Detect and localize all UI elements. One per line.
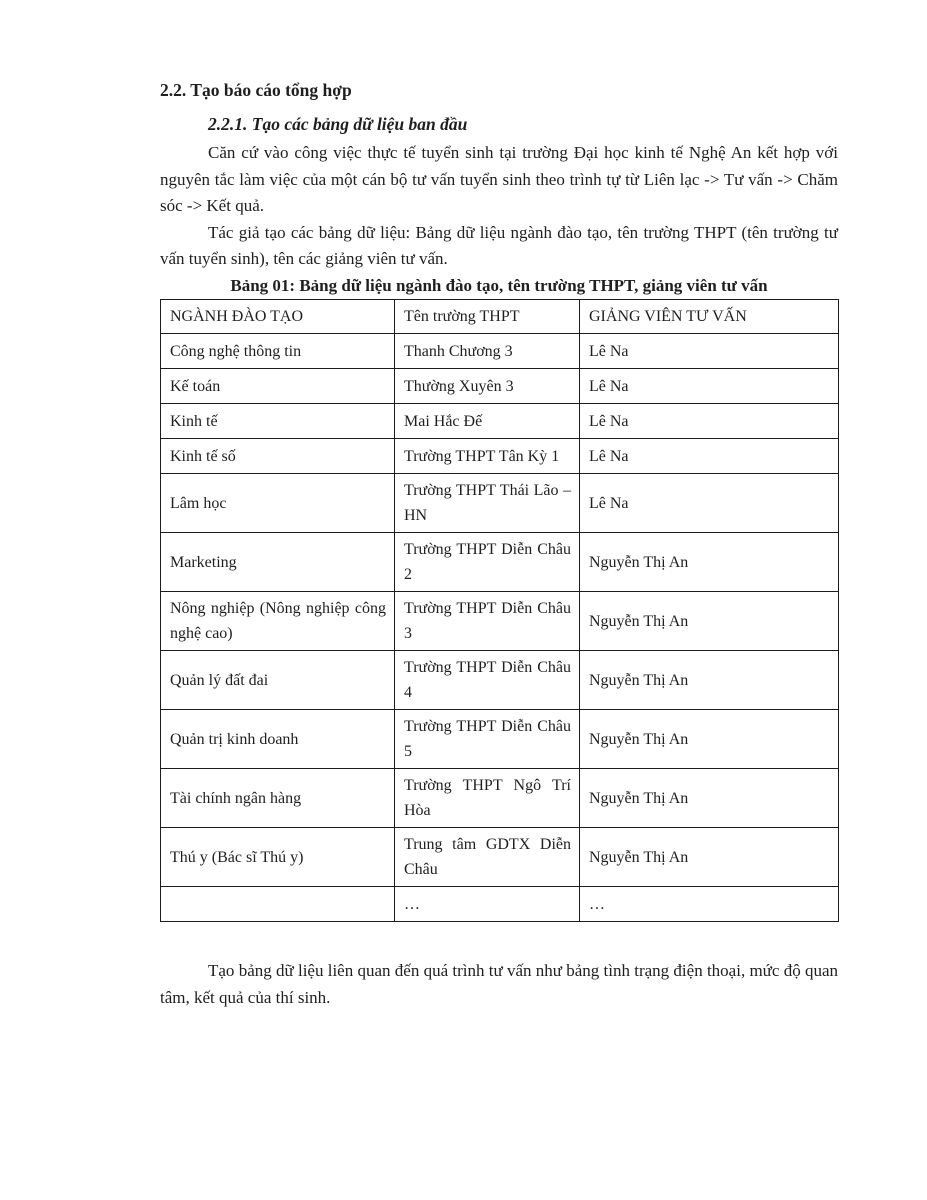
cell-nganh: Kế toán	[161, 369, 395, 404]
cell-giangvien: Lê Na	[580, 439, 839, 474]
table-row	[161, 710, 839, 769]
table-row	[161, 533, 839, 592]
cell-nganh: Thú y (Bác sĩ Thú y)	[161, 828, 395, 887]
cell-giangvien: Lê Na	[580, 334, 839, 369]
cell-truong: Mai Hắc Đế	[395, 404, 580, 439]
table-row	[161, 439, 839, 474]
cell-giangvien: Lê Na	[580, 369, 839, 404]
subsection-heading: 2.2.1. Tạo các bảng dữ liệu ban đầu	[208, 114, 468, 134]
cell-nganh: Marketing	[161, 533, 395, 592]
cell-truong: …	[395, 887, 580, 922]
cell-nganh: Quản trị kinh doanh	[161, 710, 395, 769]
header-cell-giangvien: GIẢNG VIÊN TƯ VẤN	[580, 300, 839, 334]
cell-giangvien: Nguyễn Thị An	[580, 769, 839, 828]
cell-giangvien: Nguyễn Thị An	[580, 651, 839, 710]
header-cell-truong: Tên trường THPT	[395, 300, 580, 334]
cell-truong: Thường Xuyên 3	[395, 369, 580, 404]
cell-truong: Trung tâm GDTX Diễn Châu	[395, 828, 580, 887]
cell-giangvien: Nguyễn Thị An	[580, 533, 839, 592]
table-row	[161, 334, 839, 369]
cell-giangvien: Lê Na	[580, 474, 839, 533]
table-row	[161, 769, 839, 828]
table-row	[161, 651, 839, 710]
cell-truong: Trường THPT Diễn Châu 3	[395, 592, 580, 651]
table-caption: Bảng 01: Bảng dữ liệu ngành đào tạo, tên trường THPT, giảng viên tư vấn	[230, 275, 768, 295]
table-row	[161, 404, 839, 439]
cell-nganh: Kinh tế số	[161, 439, 395, 474]
cell-giangvien: Nguyễn Thị An	[580, 592, 839, 651]
cell-giangvien: Nguyễn Thị An	[580, 828, 839, 887]
table-row	[161, 369, 839, 404]
paragraph-intro: Căn cứ vào công việc thực tế tuyển sinh tại trường Đại học kinh tế Nghệ An kết hợp với nguyên tắc làm việc của một cán bộ tư vấn tuyển sinh theo trình tự từ Liên lạc -> Tư vấn -> Chăm sóc -> Kết quả.	[160, 143, 838, 215]
cell-nganh: Quản lý đất đai	[161, 651, 395, 710]
cell-giangvien: Nguyễn Thị An	[580, 710, 839, 769]
cell-truong: Trường THPT Ngô Trí Hòa	[395, 769, 580, 828]
cell-truong: Trường THPT Thái Lão – HN	[395, 474, 580, 533]
cell-nganh: Nông nghiệp (Nông nghiệp công nghệ cao)	[161, 592, 395, 651]
cell-truong: Trường THPT Diễn Châu 2	[395, 533, 580, 592]
cell-nganh	[161, 887, 395, 922]
cell-nganh: Công nghệ thông tin	[161, 334, 395, 369]
header-cell-nganh: NGÀNH ĐÀO TẠO	[161, 300, 395, 334]
cell-nganh: Lâm học	[161, 474, 395, 533]
closing-paragraph: Tạo bảng dữ liệu liên quan đến quá trình tư vấn như bảng tình trạng điện thoại, mức độ quan tâm, kết quả của thí sinh.	[160, 961, 838, 1007]
section-heading: 2.2. Tạo báo cáo tổng hợp	[160, 80, 352, 100]
data-table	[160, 299, 839, 922]
page-content	[160, 80, 838, 1011]
table-row	[161, 474, 839, 533]
cell-truong: Trường THPT Diễn Châu 5	[395, 710, 580, 769]
cell-truong: Thanh Chương 3	[395, 334, 580, 369]
cell-truong: Trường THPT Tân Kỳ 1	[395, 439, 580, 474]
table-row	[161, 828, 839, 887]
cell-giangvien: Lê Na	[580, 404, 839, 439]
cell-nganh: Tài chính ngân hàng	[161, 769, 395, 828]
table-row	[161, 592, 839, 651]
cell-truong: Trường THPT Diễn Châu 4	[395, 651, 580, 710]
paragraph-tables-intro: Tác giả tạo các bảng dữ liệu: Bảng dữ liệu ngành đào tạo, tên trường THPT (tên trường tư vấn tuyển sinh), tên các giảng viên tư vấn.	[160, 222, 838, 268]
table-row	[161, 887, 839, 922]
cell-nganh: Kinh tế	[161, 404, 395, 439]
cell-giangvien: …	[580, 887, 839, 922]
table-header-row	[161, 300, 839, 334]
